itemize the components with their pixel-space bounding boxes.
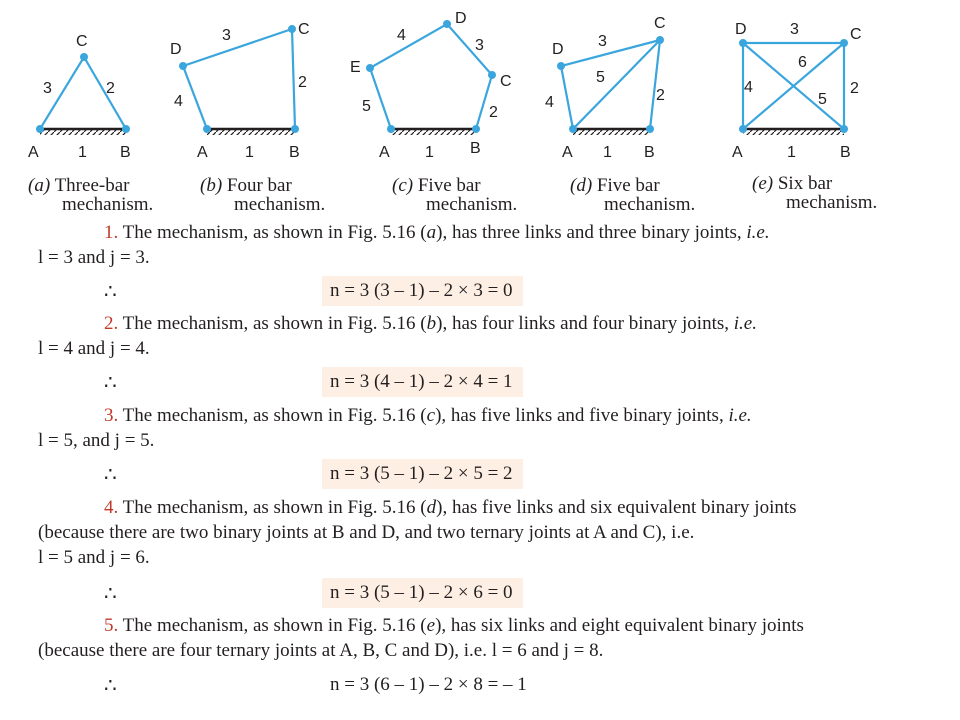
equation: n = 3 (6 – 1) – 2 × 8 = – 1 xyxy=(330,674,527,695)
link-1: 1 xyxy=(425,144,434,161)
link-3: 3 xyxy=(790,21,799,38)
link-3: 3 xyxy=(43,80,52,97)
joint-a xyxy=(569,125,577,133)
caption-line1: Four bar xyxy=(226,175,292,196)
joint-b xyxy=(840,125,848,133)
four-bar-links xyxy=(183,29,295,129)
caption-e xyxy=(752,174,912,212)
item-text-b: ), has three links and three binary joints, xyxy=(436,222,747,243)
label-c: C xyxy=(850,26,862,43)
link-4: 4 xyxy=(744,79,753,96)
item-text-a: The mechanism, as shown in Fig. 5.16 ( xyxy=(118,222,427,243)
label-a: A xyxy=(28,144,39,161)
link-3: 3 xyxy=(475,37,484,54)
fig-ref: d xyxy=(426,497,437,518)
joint-d xyxy=(443,20,451,28)
joint-c xyxy=(840,39,848,47)
joint-c xyxy=(288,25,296,33)
joint-e xyxy=(366,64,374,72)
link-3: 3 xyxy=(598,33,607,50)
label-c: C xyxy=(76,33,88,50)
ie-abbrev: i.e. xyxy=(728,405,752,426)
equation: n = 3 (4 – 1) – 2 × 4 = 1 xyxy=(322,367,523,397)
label-b: B xyxy=(840,144,851,161)
label-a: A xyxy=(732,144,743,161)
label-d: D xyxy=(735,21,747,38)
figure-b-four-bar xyxy=(170,21,310,161)
item-3-text xyxy=(38,403,878,453)
item-2-text xyxy=(38,311,878,361)
fig-ref: c xyxy=(426,405,436,426)
link-4: 4 xyxy=(545,94,554,111)
ie-abbrev: i.e. xyxy=(746,222,770,243)
item-line2: (because there are four ternary joints at A, B, C and D), i.e. l = 6 and j = 8. xyxy=(38,640,604,661)
caption-line1: Six bar xyxy=(777,173,833,194)
link-2: 2 xyxy=(656,87,665,104)
caption-line2: mechanism. xyxy=(786,192,878,213)
item-number: 2. xyxy=(104,313,119,334)
link-1: 1 xyxy=(787,144,796,161)
item-number: 3. xyxy=(104,405,119,426)
label-d: D xyxy=(552,41,564,58)
label-c: C xyxy=(298,21,310,38)
caption-line1: Three-bar xyxy=(54,175,130,196)
link-2: 2 xyxy=(489,104,498,121)
joint-d xyxy=(739,39,747,47)
item-line2: l = 5, and j = 5. xyxy=(38,430,155,451)
item-line2: (because there are two binary joints at B and D, and two ternary joints at A and C), i.e. xyxy=(38,522,695,543)
label-b: B xyxy=(120,144,131,161)
therefore-symbol: ∴ xyxy=(104,464,117,486)
equation: n = 3 (5 – 1) – 2 × 5 = 2 xyxy=(322,459,523,489)
item-text-a: The mechanism, as shown in Fig. 5.16 ( xyxy=(118,497,427,518)
item-5-equation-row xyxy=(0,670,960,700)
caption-a xyxy=(28,176,178,214)
item-text-b: ), has four links and four binary joints, xyxy=(436,313,734,334)
label-a: A xyxy=(197,144,208,161)
joint-b xyxy=(472,125,480,133)
link-5: 5 xyxy=(596,69,605,86)
joint-a xyxy=(387,125,395,133)
item-text-a: The mechanism, as shown in Fig. 5.16 ( xyxy=(118,405,427,426)
item-5-text xyxy=(38,613,878,663)
item-line2: l = 4 and j = 4. xyxy=(38,338,150,359)
joint-a xyxy=(36,125,44,133)
item-text-b: ), has six links and eight equivalent binary joints xyxy=(435,615,804,636)
item-text-a: The mechanism, as shown in Fig. 5.16 ( xyxy=(118,615,427,636)
joint-b xyxy=(291,125,299,133)
therefore-symbol: ∴ xyxy=(104,675,117,697)
caption-line1: Five bar xyxy=(596,175,660,196)
caption-line2: mechanism. xyxy=(234,194,326,215)
caption-letter: (c) xyxy=(392,175,414,196)
label-c: C xyxy=(654,15,666,32)
label-d: D xyxy=(455,10,467,27)
item-text-b: ), has five links and six equivalent binary joints xyxy=(436,497,797,518)
therefore-symbol: ∴ xyxy=(104,372,117,394)
equation: n = 3 (5 – 1) – 2 × 6 = 0 xyxy=(322,578,523,608)
caption-letter: (d) xyxy=(570,175,593,196)
figure-c-five-bar xyxy=(350,10,512,161)
figure-a-three-bar xyxy=(28,33,131,161)
link-2: 2 xyxy=(298,74,307,91)
equation: n = 3 (3 – 1) – 2 × 3 = 0 xyxy=(322,276,523,306)
link-2: 2 xyxy=(850,80,859,97)
joint-b xyxy=(122,125,130,133)
therefore-symbol: ∴ xyxy=(104,281,117,303)
label-a: A xyxy=(379,144,390,161)
caption-line2: mechanism. xyxy=(62,194,154,215)
item-1-text xyxy=(38,220,878,270)
item-number: 1. xyxy=(104,222,119,243)
link-1: 1 xyxy=(245,144,254,161)
item-3-equation-row xyxy=(0,459,960,489)
caption-letter: (a) xyxy=(28,175,51,196)
link-5: 5 xyxy=(362,98,371,115)
caption-line1: Five bar xyxy=(417,175,481,196)
label-a: A xyxy=(562,144,573,161)
caption-d xyxy=(570,176,720,214)
item-4-equation-row xyxy=(0,578,960,608)
label-c: C xyxy=(500,73,512,90)
label-b: B xyxy=(644,144,655,161)
item-line3: l = 5 and j = 6. xyxy=(38,547,150,568)
joint-d xyxy=(557,62,565,70)
fig-ref: b xyxy=(426,313,437,334)
caption-c xyxy=(392,176,542,214)
link-2: 2 xyxy=(106,80,115,97)
item-line2: l = 3 and j = 3. xyxy=(38,247,150,268)
item-text-b: ), has five links and five binary joints, xyxy=(435,405,729,426)
label-e: E xyxy=(350,59,361,76)
label-b: B xyxy=(470,140,481,157)
fig-ref: a xyxy=(426,222,437,243)
figure-e-six-bar xyxy=(732,21,862,161)
fig-ref: e xyxy=(426,615,436,636)
link-4: 4 xyxy=(174,93,183,110)
five-bar-links xyxy=(370,24,492,129)
link-6: 6 xyxy=(798,54,807,71)
diagonal-link xyxy=(573,40,660,129)
item-number: 4. xyxy=(104,497,119,518)
joint-a xyxy=(739,125,747,133)
label-b: B xyxy=(289,144,300,161)
joint-a xyxy=(203,125,211,133)
joint-b xyxy=(646,125,654,133)
caption-b xyxy=(200,176,350,214)
therefore-symbol: ∴ xyxy=(104,583,117,605)
link-1: 1 xyxy=(603,144,612,161)
joint-c xyxy=(488,71,496,79)
ie-abbrev: i.e. xyxy=(733,313,757,334)
figure-d-five-bar xyxy=(545,15,666,161)
link-4: 4 xyxy=(397,27,406,44)
outer-links xyxy=(561,40,660,129)
item-number: 5. xyxy=(104,615,119,636)
label-d: D xyxy=(170,41,182,58)
caption-line2: mechanism. xyxy=(426,194,518,215)
link-3: 3 xyxy=(222,27,231,44)
joint-d xyxy=(179,62,187,70)
item-1-equation-row xyxy=(0,276,960,306)
item-text-a: The mechanism, as shown in Fig. 5.16 ( xyxy=(118,313,427,334)
joint-c xyxy=(80,53,88,61)
link-1: 1 xyxy=(78,144,87,161)
caption-letter: (b) xyxy=(200,175,223,196)
item-2-equation-row xyxy=(0,367,960,397)
caption-line2: mechanism. xyxy=(604,194,696,215)
caption-letter: (e) xyxy=(752,173,774,194)
link-5: 5 xyxy=(818,91,827,108)
joint-c xyxy=(656,36,664,44)
item-4-text xyxy=(38,495,878,570)
